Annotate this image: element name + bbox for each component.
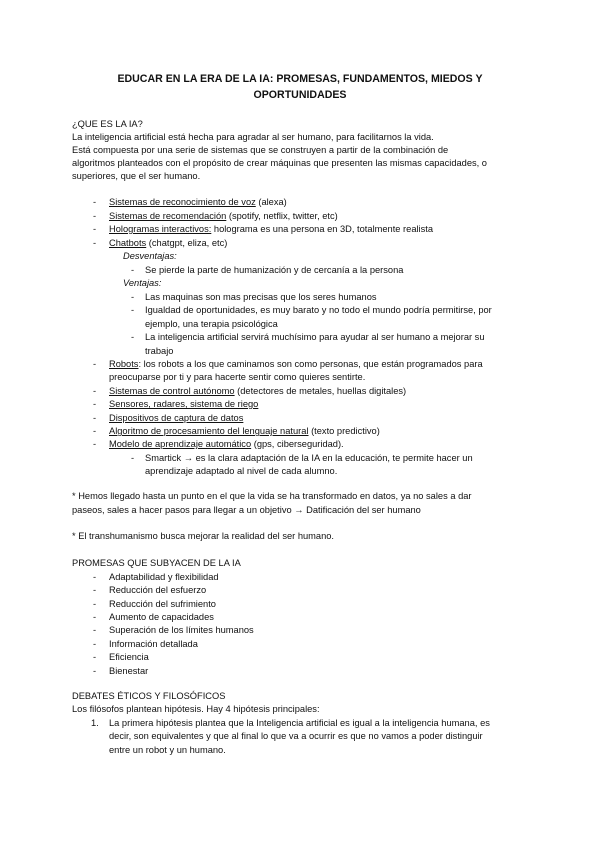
list-dash: -: [93, 625, 97, 635]
note-transhumanismo: * El transhumanismo busca mejorar la realidad del ser humano.: [72, 531, 334, 541]
list-item-rest: holograma es una persona en 3D, totalmente realista: [211, 224, 434, 234]
list-item-rest: (spotify, netflix, twitter, etc): [226, 211, 338, 221]
list-item-term: Dispositivos de captura de datos: [109, 413, 244, 423]
ordered-item-number: 1.: [91, 718, 99, 728]
paragraph-line: superiores, que el ser humano.: [72, 171, 201, 181]
ventaja-item: La inteligencia artificial servirá muchísimo para ayudar al ser humano a mejorar su: [145, 332, 485, 342]
promesa-item: Reducción del sufrimiento: [109, 599, 216, 609]
sub-dash: -: [131, 292, 135, 302]
list-item-rest: (gps, ciberseguridad).: [251, 439, 344, 449]
list-item-term: Sistemas de reconocimiento de voz: [109, 197, 256, 207]
promesa-item: Información detallada: [109, 639, 198, 649]
list-dash: -: [93, 572, 97, 582]
smartick-item: Smartick → es la clara adaptación de la IA en la educación, te permite hacer un: [145, 453, 473, 463]
desventaja-item: Se pierde la parte de humanización y de cercanía a la persona: [145, 265, 404, 275]
list-dash: -: [93, 666, 97, 676]
list-item-term: Algoritmo de procesamiento del lenguaje natural: [109, 426, 309, 436]
list-item-term: Robots: [109, 359, 139, 369]
list-dash: -: [93, 211, 97, 221]
title-line-2: OPORTUNIDADES: [253, 89, 347, 101]
promesa-item: Bienestar: [109, 666, 149, 676]
list-item-rest: (texto predictivo): [308, 426, 380, 436]
sub-dash: -: [131, 265, 135, 275]
ordered-item-cont: decir, son equivalentes y que al final lo que va a ocurrir es que no vamos a poder distinguir: [109, 731, 483, 741]
sub-dash: -: [131, 453, 135, 463]
list-item-rest: (detectores de metales, huellas digitales): [234, 386, 407, 396]
title-line-1: EDUCAR EN LA ERA DE LA IA: PROMESAS, FUNDAMENTOS, MIEDOS Y: [117, 73, 483, 85]
ordered-item-cont: entre un robot y un humano.: [109, 745, 226, 755]
sub-dash: -: [131, 305, 135, 315]
list-dash: -: [93, 612, 97, 622]
promesa-item: Superación de los límites humanos: [109, 625, 254, 635]
paragraph-line: algoritmos planteados con el propósito de crear máquinas que presenten las mismas capacidades, o: [72, 158, 487, 168]
list-dash: -: [93, 359, 97, 369]
ventajas-label: Ventajas:: [123, 278, 162, 288]
debates-intro: Los filósofos plantean hipótesis. Hay 4 hipótesis principales:: [72, 704, 320, 714]
list-dash: -: [93, 224, 97, 234]
paragraph-line: La inteligencia artificial está hecha para agradar al ser humano, para facilitarnos la vida.: [72, 132, 434, 142]
promesa-item: Eficiencia: [109, 652, 149, 662]
section-heading-que: ¿QUE ES LA IA?: [72, 119, 143, 129]
list-item-algoritmo: [109, 425, 380, 437]
ventaja-item: Las maquinas son mas precisas que los seres humanos: [145, 292, 377, 302]
ventaja-item: Igualdad de oportunidades, es muy barato y no todo el mundo podría permitirse, por: [145, 305, 492, 315]
list-dash: -: [93, 599, 97, 609]
list-item-term: Sistemas de recomendación: [109, 211, 227, 221]
list-dash: -: [93, 413, 97, 423]
list-dash: -: [93, 439, 97, 449]
list-item-rest: (chatgpt, eliza, etc): [146, 238, 228, 248]
list-item-term: Sistemas de control autónomo: [109, 386, 235, 396]
section-heading-promesas: PROMESAS QUE SUBYACEN DE LA IA: [72, 558, 241, 568]
sub-dash: -: [131, 332, 135, 342]
smartick-item-cont: aprendizaje adaptado al nivel de cada alumno.: [145, 466, 338, 476]
list-item-robots-cont: preocuparse por ti y para hacerte sentir como quieres sentirte.: [109, 372, 366, 382]
list-item-sensores: [109, 398, 258, 410]
note-datificacion: * Hemos llegado hasta un punto en el que la vida se ha transformado en datos, ya no sales a dar: [72, 491, 472, 501]
list-item-chatbots: [109, 237, 227, 249]
list-dash: -: [93, 639, 97, 649]
section-heading-debates: DEBATES ÉTICOS Y FILOSÓFICOS: [72, 691, 226, 701]
list-item-rest: (alexa): [255, 197, 287, 207]
note-datificacion-cont: paseos, sales a hacer pasos para llegar a un objetivo → Datificación del ser humano: [72, 505, 421, 515]
paragraph-line: Está compuesta por una serie de sistemas que se construyen a partir de la combinación de: [72, 145, 449, 155]
list-dash: -: [93, 652, 97, 662]
promesa-item: Aumento de capacidades: [109, 612, 214, 622]
ventaja-item-cont: ejemplo, una terapia psicológica: [145, 319, 278, 329]
list-dash: -: [93, 585, 97, 595]
list-item-rest: : los robots a los que caminamos son como personas, que están programados para: [138, 359, 483, 369]
list-item-recomendacion: [109, 210, 338, 222]
list-item-modelo: [109, 438, 344, 450]
list-dash: -: [93, 197, 97, 207]
list-item-hologramas: [109, 223, 433, 235]
list-item-term: Modelo de aprendizaje automático: [109, 439, 252, 449]
list-item-dispositivos: [109, 412, 243, 424]
list-item-voz: [109, 196, 287, 208]
list-item-term: Sensores, radares, sistema de riego: [109, 399, 259, 409]
list-dash: -: [93, 238, 97, 248]
promesa-item: Adaptabilidad y flexibilidad: [109, 572, 219, 582]
document-title: [60, 71, 540, 103]
list-dash: -: [93, 399, 97, 409]
list-dash: -: [93, 426, 97, 436]
desventajas-label: Desventajas:: [123, 251, 177, 261]
list-item-term: Hologramas interactivos:: [109, 224, 212, 234]
list-item-robots: [109, 358, 483, 370]
ventaja-item-cont: trabajo: [145, 346, 174, 356]
promesa-item: Reducción del esfuerzo: [109, 585, 207, 595]
list-dash: -: [93, 386, 97, 396]
list-item-control: [109, 385, 406, 397]
ordered-item: La primera hipótesis plantea que la Inteligencia artificial es igual a la inteligencia humana, es: [109, 718, 490, 728]
list-item-term: Chatbots: [109, 238, 147, 248]
